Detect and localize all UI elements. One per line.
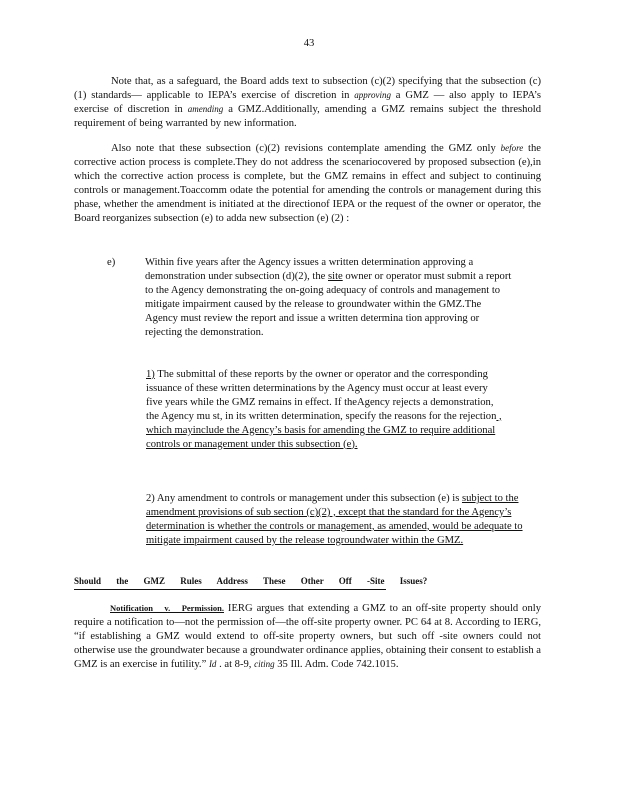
subsection-letter: e) [107,257,116,268]
underlined-insert: subject to the amendment provisions of sub section (c)(2) , except that the standard for the Agency’s determination is whether the controls or management, as amended, would be adequate to mitigate impairment caused by the release togroundwater within the GMZ. [146,493,523,546]
italic-term: approving [354,89,391,100]
underlined-insert: site [328,270,343,282]
page-number: 43 [303,38,315,49]
subsection-e-1: 1) The submittal of these reports by the owner or operator and the corresponding issuance of these written determinations by the Agency must occur at least every five years while the GMZ remains in effect. If theAgency rejects a demonstration, the Agency mu st, in its written determination, specify the reasons for the rejection , which mayinclude the Agency’s basis for amending the GMZ to require additional controls or management under this subsection (e). [146,369,502,450]
underlined-insert: , which mayinclude the Agency’s basis for amending the GMZ to require additional controls or management under this subsection (e). [146,410,502,450]
italic-term: Id [208,658,217,669]
paragraph-revisions: Also note that these subsection (c)(2) revisions contemplate amending the GMZ only before the corrective action process is complete.They do not address the scenariocovered by proposed subsection (e),in which the corrective action process is complete, but the GMZ remains in effect and subject to continuing controls or management.Toaccomm odate the potential for amending the controls or management during this phase, whether the amendment is initiated at the directionof IEPA or the request of the owner or operator, the Board reorganizes subsection (e) to adda new subsection (e) (2) : [74,143,542,224]
paragraph-notification: Notification v. Permission. IERG argues that extending a GMZ to an off-site property should only require a notification to—not the permission of—the off-site property owner. PC 64 at 8. According to IERG, “if establishing a GMZ would extend to off-site property owners, but such off -site owners could not otherwise use the groundwater because a groundwater ordinance applies, obtaining their consent to establish a GMZ is an exercise in futility.” Id . at 8-9, citing 35 Ill. Adm. Code 742.1015. [74,603,541,670]
italic-term: before [500,143,524,153]
italic-term: amending [187,103,224,114]
subsection-e-text: Within five years after the Agency issues a written determination approving a demonstration under subsection (d)(2), the site owner or operator must submit a report to the Agency demonstrating the on-going adequacy of controls and management to mitigate impairment caused by the release to groundwater within the GMZ.The Agency must review the report and issue a written determina tion approving or rejecting the demonstration. [145,257,512,338]
subsection-number: 1) [146,369,155,380]
italic-term: citing [254,658,275,669]
paragraph-safeguard: Note that, as a safeguard, the Board adds text to subsection (c)(2) specifying that the subsection (c)(1) standards— applicable to IEPA’s exercise of discretion in approving a GMZ — also apply to IEPA’s exercise of discretion in amending a GMZ.Additionally, amending a GMZ remains subject the threshold requirement of being warranted by new information. [74,76,541,129]
subheading: Notification v. Permission. [110,603,224,613]
section-heading: Should the GMZ Rules Address These Other Off -Site Issues? [74,575,386,590]
subsection-e-2: 2) Any amendment to controls or management under this subsection (e) is subject to the amendment provisions of sub section (c)(2) , except that the standard for the Agency’s determination is whether the controls or management, as amended, would be adequate to mitigate impairment caused by the release togroundwater within the GMZ. [146,493,523,546]
